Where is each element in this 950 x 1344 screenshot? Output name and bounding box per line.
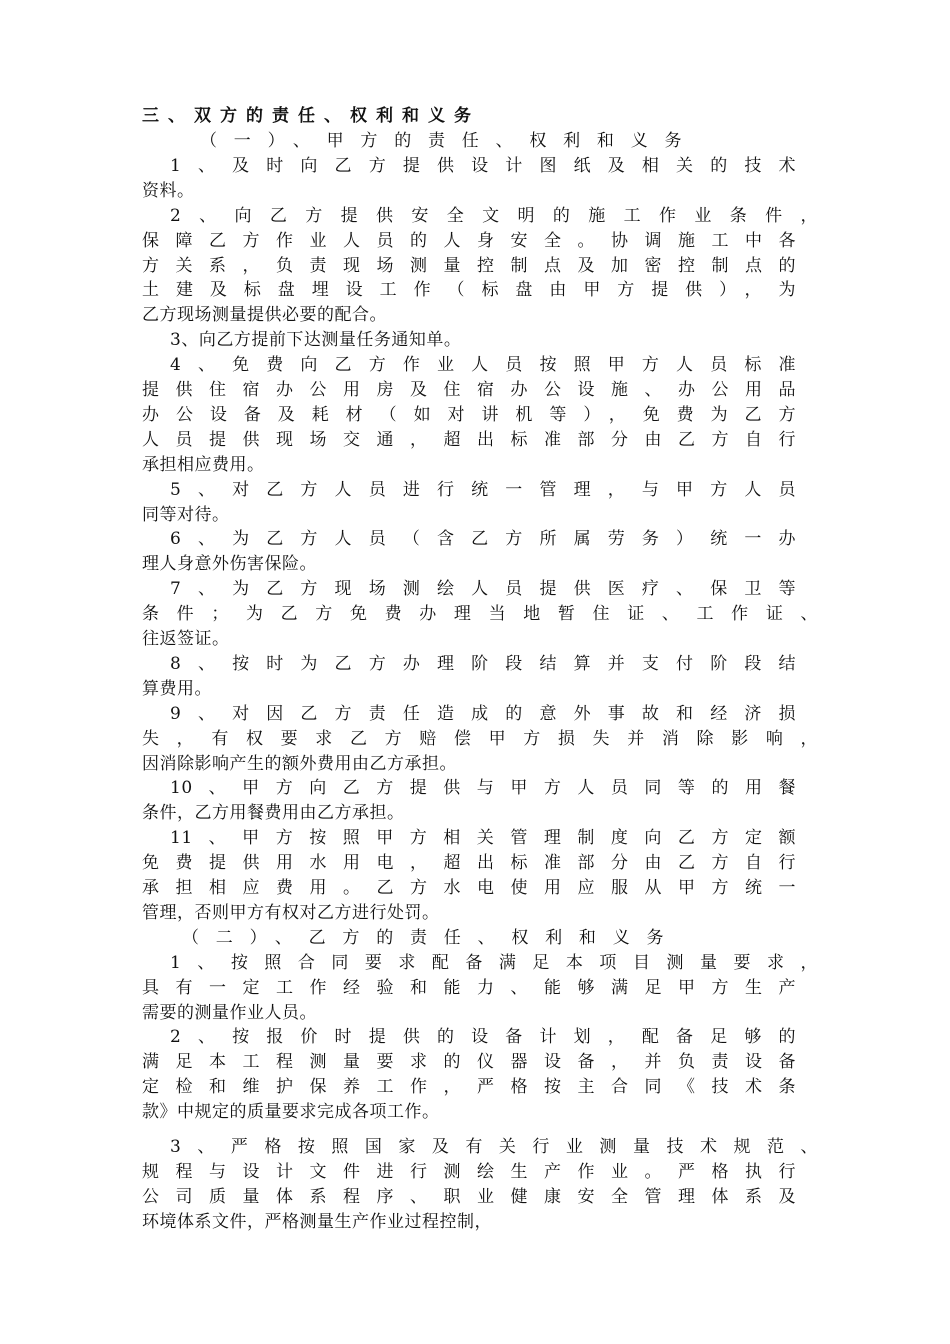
paragraph-line: 规程与设计文件进行测绘生产作业。严格执行 — [142, 1161, 796, 1182]
paragraph-first-line: 4、免费向乙方作业人员按照甲方人员标准 — [170, 355, 796, 376]
paragraph-line: 提供住宿办公用房及住宿办公设施、办公用品 — [142, 380, 796, 400]
paragraph-line: 算费用。 — [142, 678, 212, 699]
paragraph-line: 往返签证。 — [142, 629, 230, 649]
paragraph-line: 定检和维护保养工作，严格按主合同《技术条 — [142, 1077, 796, 1098]
paragraph-first-line: 9、对因乙方责任造成的意外事故和经济损 — [170, 703, 796, 724]
subsection-title: （一）、甲方的责任、权利和义务 — [200, 131, 682, 151]
subsection-title: （二）、乙方的责任、权利和义务 — [182, 927, 664, 948]
paragraph-line: 公司质量体系程序、职业健康安全管理体系及 — [142, 1186, 796, 1207]
paragraph-first-line: 2、向乙方提供安全文明的施工作业条件， — [170, 205, 818, 226]
paragraph-line: 因消除影响产生的额外费用由乙方承担。 — [142, 753, 457, 774]
paragraph-line: 失，有权要求乙方赔偿甲方损失并消除影响， — [142, 728, 818, 749]
paragraph-line: 环境体系文件，严格测量生产作业过程控制， — [142, 1211, 492, 1232]
paragraph-line: 承担相应费用。 — [142, 454, 265, 475]
paragraph-line: 理人身意外伤害保险。 — [142, 554, 317, 575]
paragraph-line: 承担相应费用。乙方水电使用应服从甲方统一 — [142, 878, 796, 898]
paragraph-line: 条件；为乙方免费办理当地暂住证、工作证、 — [142, 604, 818, 625]
paragraph-first-line: 3、严格按照国家及有关行业测量技术规范、 — [170, 1137, 818, 1157]
paragraph-line: 办公设备及耗材（如对讲机等），免费为乙方 — [142, 404, 796, 425]
paragraph-first-line: 7、为乙方现场测绘人员提供医疗、保卫等 — [170, 579, 796, 600]
paragraph-line: 同等对待。 — [142, 504, 230, 525]
paragraph-line: 条件，乙方用餐费用由乙方承担。 — [142, 803, 405, 824]
paragraph-line: 资料。 — [142, 180, 195, 201]
paragraph-line: 方关系，负责现场测量控制点及加密控制点的 — [142, 255, 796, 276]
paragraph-first-line: 1、按照合同要求配备满足本项目测量要求， — [170, 952, 818, 973]
paragraph-line: 满足本工程测量要求的仪器设备，并负责设备 — [142, 1052, 796, 1073]
paragraph-first-line: 1、及时向乙方提供设计图纸及相关的技术 — [170, 155, 796, 176]
paragraph-line: 管理，否则甲方有权对乙方进行处罚。 — [142, 902, 440, 923]
paragraph-first-line: 10、甲方向乙方提供与甲方人员同等的用餐 — [170, 778, 796, 799]
paragraph-line: 款》中规定的质量要求完成各项工作。 — [142, 1102, 440, 1123]
paragraph-first-line: 11、甲方按照甲方相关管理制度向乙方定额 — [170, 828, 796, 849]
paragraph-line: 具有一定工作经验和能力、能够满足甲方生产 — [142, 977, 796, 998]
paragraph-line: 人员提供现场交通，超出标准部分由乙方自行 — [142, 429, 796, 450]
paragraph-first-line: 5、对乙方人员进行统一管理，与甲方人员 — [170, 479, 796, 500]
paragraph-line: 免费提供用水用电，超出标准部分由乙方自行 — [142, 853, 796, 874]
paragraph-line: 保障乙方作业人员的人身安全。协调施工中各 — [142, 230, 796, 251]
paragraph-line: 需要的测量作业人员。 — [142, 1002, 317, 1023]
paragraph-first-line: 8、按时为乙方办理阶段结算并支付阶段结 — [170, 653, 796, 674]
paragraph-first-line: 6、为乙方人员（含乙方所属劳务）统一办 — [170, 529, 796, 550]
paragraph-first-line: 3、向乙方提前下达测量任务通知单。 — [170, 330, 462, 351]
paragraph-line: 乙方现场测量提供必要的配合。 — [142, 305, 387, 326]
paragraph-line: 土建及标盘埋设工作（标盘由甲方提供），为 — [142, 280, 796, 301]
section-heading: 三、双方的责任、权利和义务 — [142, 106, 480, 126]
paragraph-first-line: 2、按报价时提供的设备计划，配备足够的 — [170, 1027, 796, 1048]
